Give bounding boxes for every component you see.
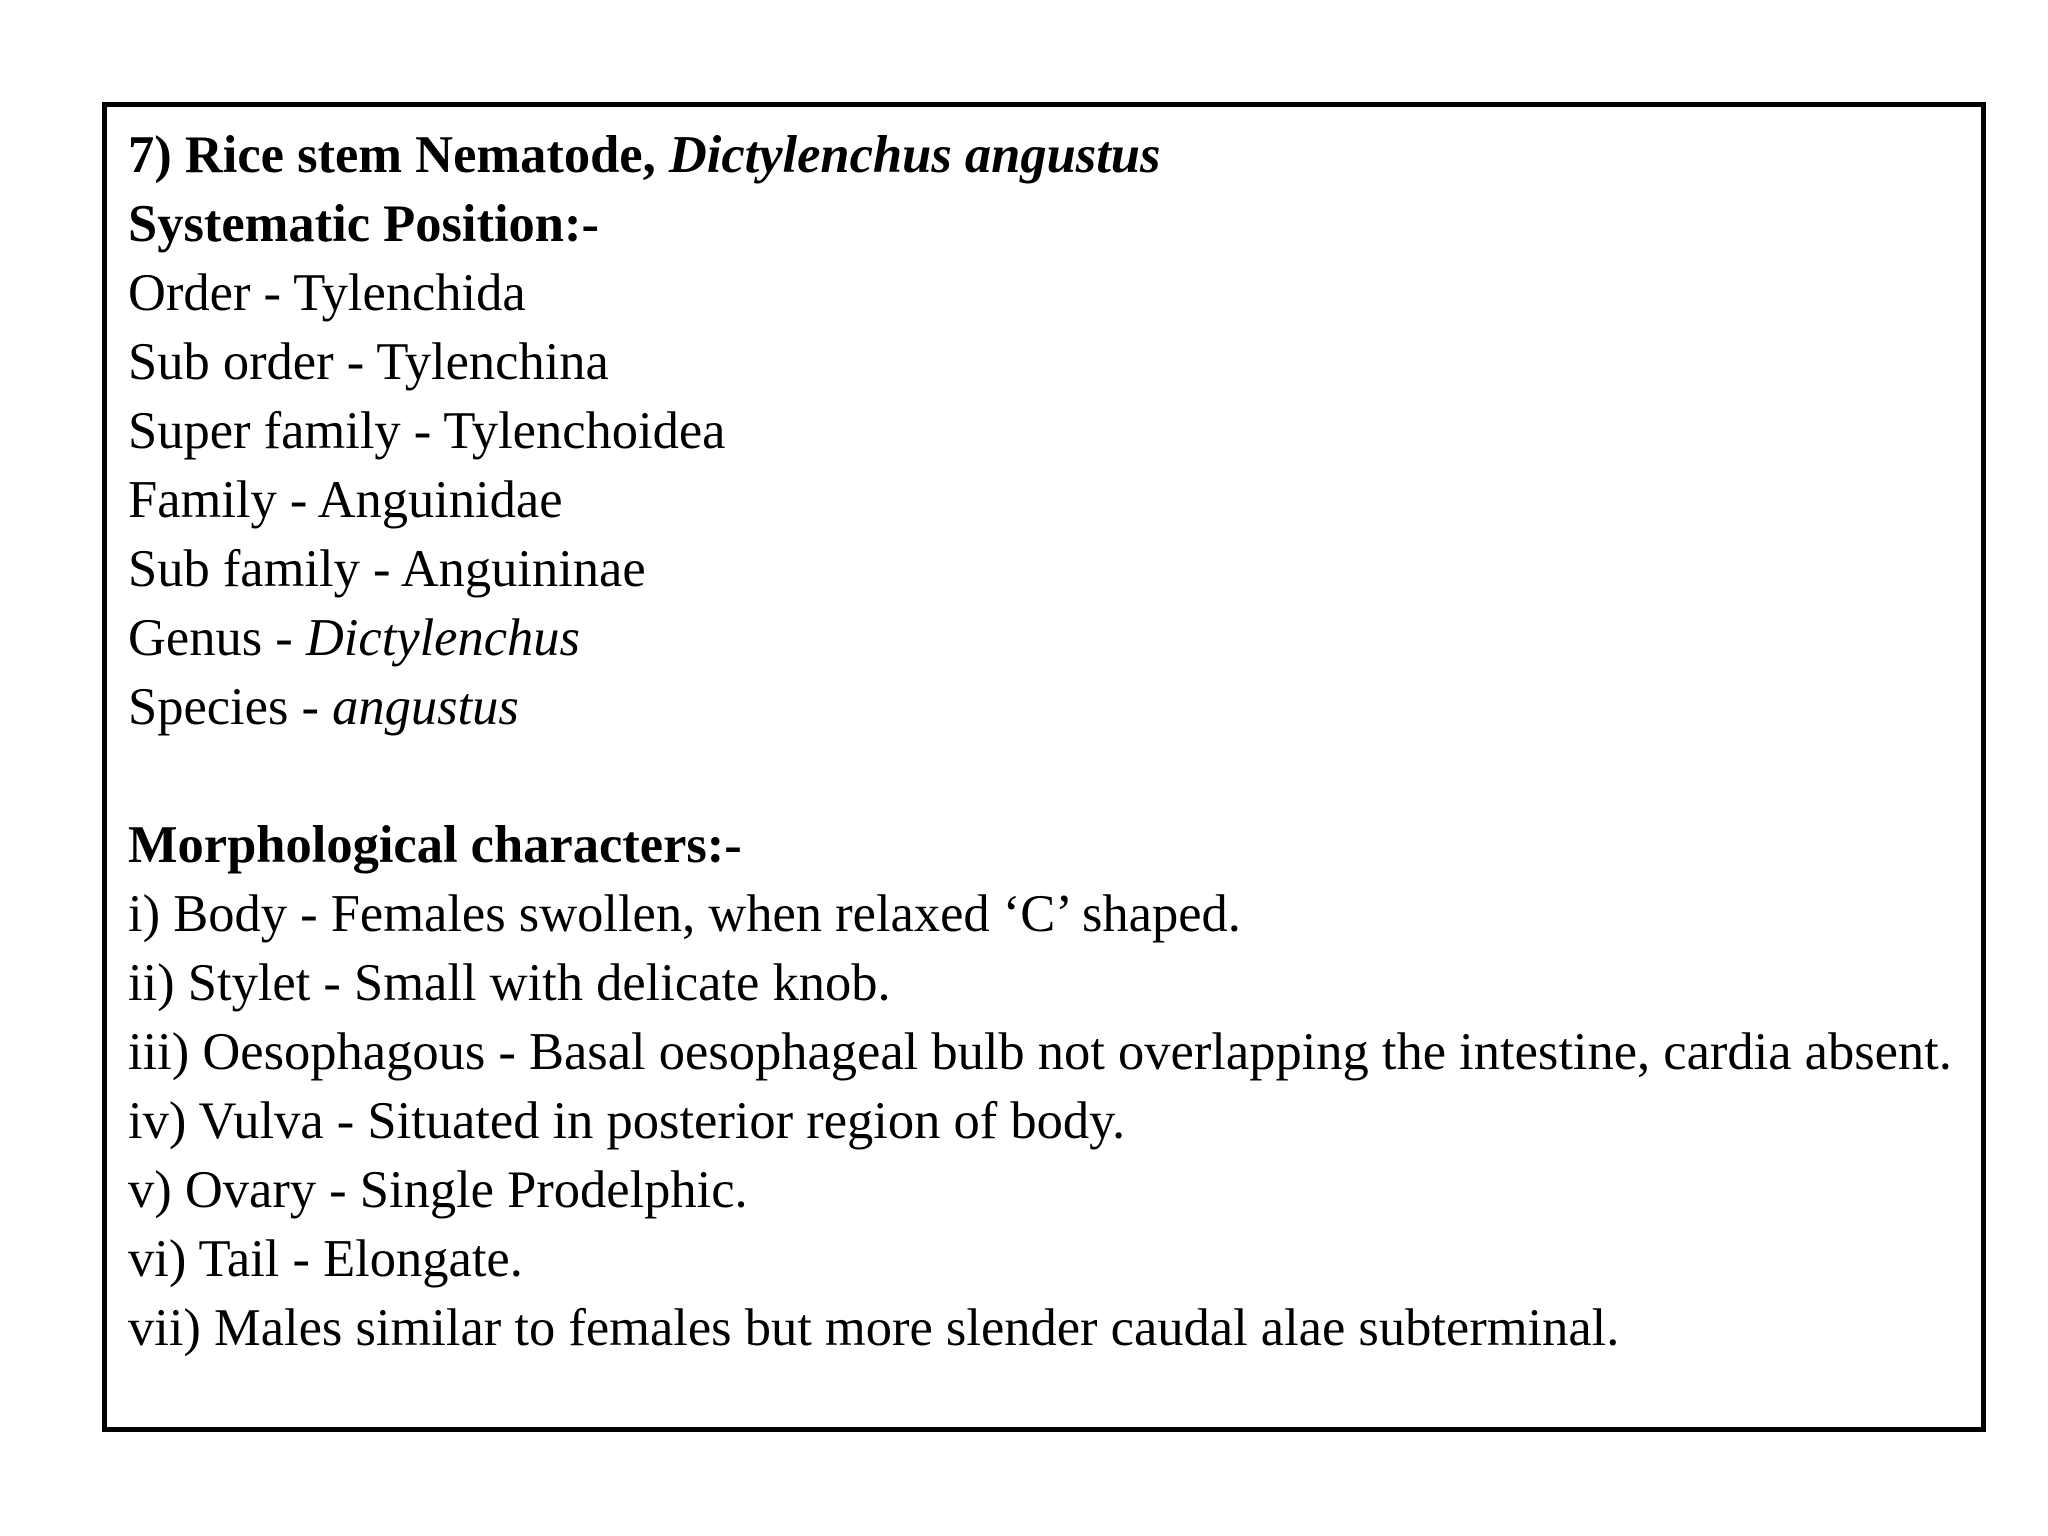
morph-item-oesophagous: iii) Oesophagous - Basal oesophageal bulb not overlapping the intestine, cardia absent. <box>128 1023 1952 1081</box>
subfamily-row: Sub family - Anguininae <box>128 540 646 598</box>
morph-item-stylet: ii) Stylet - Small with delicate knob. <box>128 954 891 1012</box>
genus-value: Dictylenchus <box>305 609 580 667</box>
species-value: angustus <box>332 678 519 736</box>
morph-item-body: i) Body - Females swollen, when relaxed ‘C’ shaped. <box>128 885 1241 943</box>
morph-item-tail: vi) Tail - Elongate. <box>128 1230 523 1288</box>
morphology-heading: Morphological characters:- <box>128 816 742 874</box>
superfamily-row: Super family - Tylenchoidea <box>128 402 726 460</box>
suborder-row: Sub order - Tylenchina <box>128 333 609 391</box>
content-box <box>102 102 1986 1432</box>
morph-item-vulva: iv) Vulva - Situated in posterior region of body. <box>128 1092 1126 1150</box>
morph-item-males: vii) Males similar to females but more slender caudal alae subterminal. <box>128 1299 1620 1357</box>
family-row: Family - Anguinidae <box>128 471 563 529</box>
document-title <box>128 121 1965 190</box>
spacer <box>128 742 1965 811</box>
title-species: Dictylenchus angustus <box>668 126 1161 184</box>
order-row: Order - Tylenchida <box>128 264 526 322</box>
genus-row <box>128 604 1965 673</box>
systematic-heading: Systematic Position:- <box>128 195 599 253</box>
species-row <box>128 673 1965 742</box>
title-prefix: 7) Rice stem Nematode, <box>128 126 669 184</box>
document-body <box>128 121 1965 1363</box>
morph-item-ovary: v) Ovary - Single Prodelphic. <box>128 1161 748 1219</box>
genus-label: Genus - <box>128 609 306 667</box>
species-label: Species - <box>128 678 333 736</box>
